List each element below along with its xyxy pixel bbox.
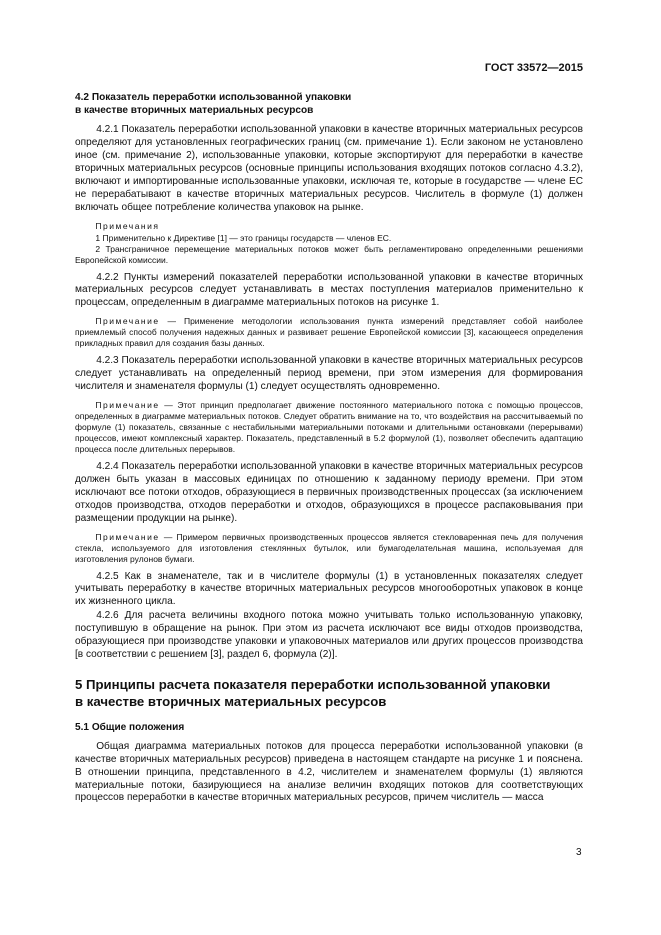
section-5-heading (75, 676, 583, 711)
section-5-1-heading: 5.1 Общие положения (75, 721, 185, 733)
section-4-2-title-line1: 4.2 Показатель переработки использованной упаковки (75, 92, 352, 103)
note-4-2-3-text: — Этот принцип предполагает движение постоянного материального потока с помощью процессов, определенных в диаграмме материальных потоков. Следует обратить внимание на то, что воздействия на рассчитываемый по формуле (1) показатель, связанные с нестабильными материальными потоками и длительными остановками (перерывами) процессов, имеют комплексный характер. Показатель, представленный в 5.2 формулой (1), позволяет обеспечить адаптацию процесса после длительных перерывов. (75, 399, 583, 454)
section-5-title-line2: в качестве вторичных материальных ресурсов (75, 694, 387, 710)
note-label: Примечание (95, 399, 160, 410)
section-4-2-heading (75, 92, 583, 117)
note-4-2-3 (75, 400, 583, 455)
paragraph-4-2-3: 4.2.3 Показатель переработки использованной упаковки в качестве вторичных материальных ресурсов следует устанавливать на определенный период времени, при этом измерения для формирования числителя и знаменателя формулы (1) следует осуществлять одновременно. (75, 355, 583, 393)
section-4-2-title-line2: в качестве вторичных материальных ресурсов (75, 104, 314, 116)
note-1: 1 Применительно к Директиве [1] — это границы государств — членов ЕС. (95, 232, 392, 243)
notes-label: Примечания (95, 220, 160, 231)
note-label: Примечание (95, 316, 160, 327)
note-2: 2 Трансграничное перемещение материальных потоков может быть регламентировано определенными решениями Европейской комиссии. (75, 243, 583, 265)
note-4-2-2 (75, 316, 583, 349)
paragraph-4-2-2: 4.2.2 Пункты измерений показателей переработки использованной упаковки в качестве вторичных материальных ресурсов следует устанавливать в местах поступления материалов применительно к процессам, определенным в диаграмме материальных потоков на рисунке 1. (75, 271, 583, 309)
paragraph-4-2-1: 4.2.1 Показатель переработки использованной упаковки в качестве вторичных материальных ресурсов определяют для установленных географических границ (см. примечание 1). Если законом не установлено иное (см. примечание 2), использованные упаковки, которые экспортируют для переработки в качестве вторичных материальных ресурсов (основные принципы использования входящих потоков согласно 4.3.2), включают и импортированные использованные упаковки, исключая те, которые в государстве — члене ЕС не перерабатывают в качестве вторичных материальных ресурсов. Числитель в формуле (1) должен включать общее потребление количества упаковок на рынке. (75, 124, 583, 213)
standard-header: ГОСТ 33572—2015 (484, 62, 583, 74)
note-label: Примечание (95, 531, 160, 542)
note-4-2-2-text: — Применение методологии использования пункта измерений представляет собой наиболее приемлемый способ получения надежных данных и развивает решение Европейской комиссии [3], касающееся определения прикладных правил для создания базы данных. (75, 316, 583, 349)
paragraph-4-2-4: 4.2.4 Показатель переработки использованной упаковки в качестве вторичных материальных ресурсов должен быть указан в массовых единицах по отношению к заданному периоду времени. При этом исключают все потоки отходов, образующиеся в первичных производственных процессах (за исключением отходов производства, отходов переработки и отходов, образующихся в процессе распаковывания при размещении продукции на рынке). (75, 460, 583, 524)
paragraph-5-1: Общая диаграмма материальных потоков для процесса переработки использованной упаковки (в качестве вторичных материальных ресурсов) приведена в настоящем стандарте на рисунке 1 и пояснена. В отношении принципа, представленного в 4.2, числителем и знаменателем формулы (1) являются материальные потоки, базирующиеся на анализе величин входящих потоков для соответствующих процессов переработки в качестве вторичных материальных ресурсов, причем числитель — масса (75, 740, 583, 804)
section-5-title-line1: 5 Принципы расчета показателя переработки использованной упаковки (75, 676, 551, 692)
note-4-2-4 (75, 532, 583, 565)
page-number: 3 (576, 847, 582, 858)
page-content (75, 92, 583, 811)
paragraph-4-2-6: 4.2.6 Для расчета величины входного потока можно учитывать только использованную упаковку, поступившую в обращение на рынок. При этом из расчета исключают все виды отходов производства, образующиеся при производстве упаковки и упаковочных материалов или других процессов производства [в соответствии с решением [3], раздел 6, формула (2)]. (75, 610, 583, 660)
note-4-2-4-text: — Примером первичных производственных процессов является стекловаренная печь для получения стекла, используемого для изготовления стеклянных бутылок, или бумагоделательная машина, используемая для изготовления рулонов бумаги. (75, 531, 583, 564)
paragraph-4-2-5: 4.2.5 Как в знаменателе, так и в числителе формулы (1) в установленных показателях следует учитывать переработку в качестве вторичных материальных ресурсов многооборотных упаковок в конце их жизненного цикла. (75, 570, 583, 608)
